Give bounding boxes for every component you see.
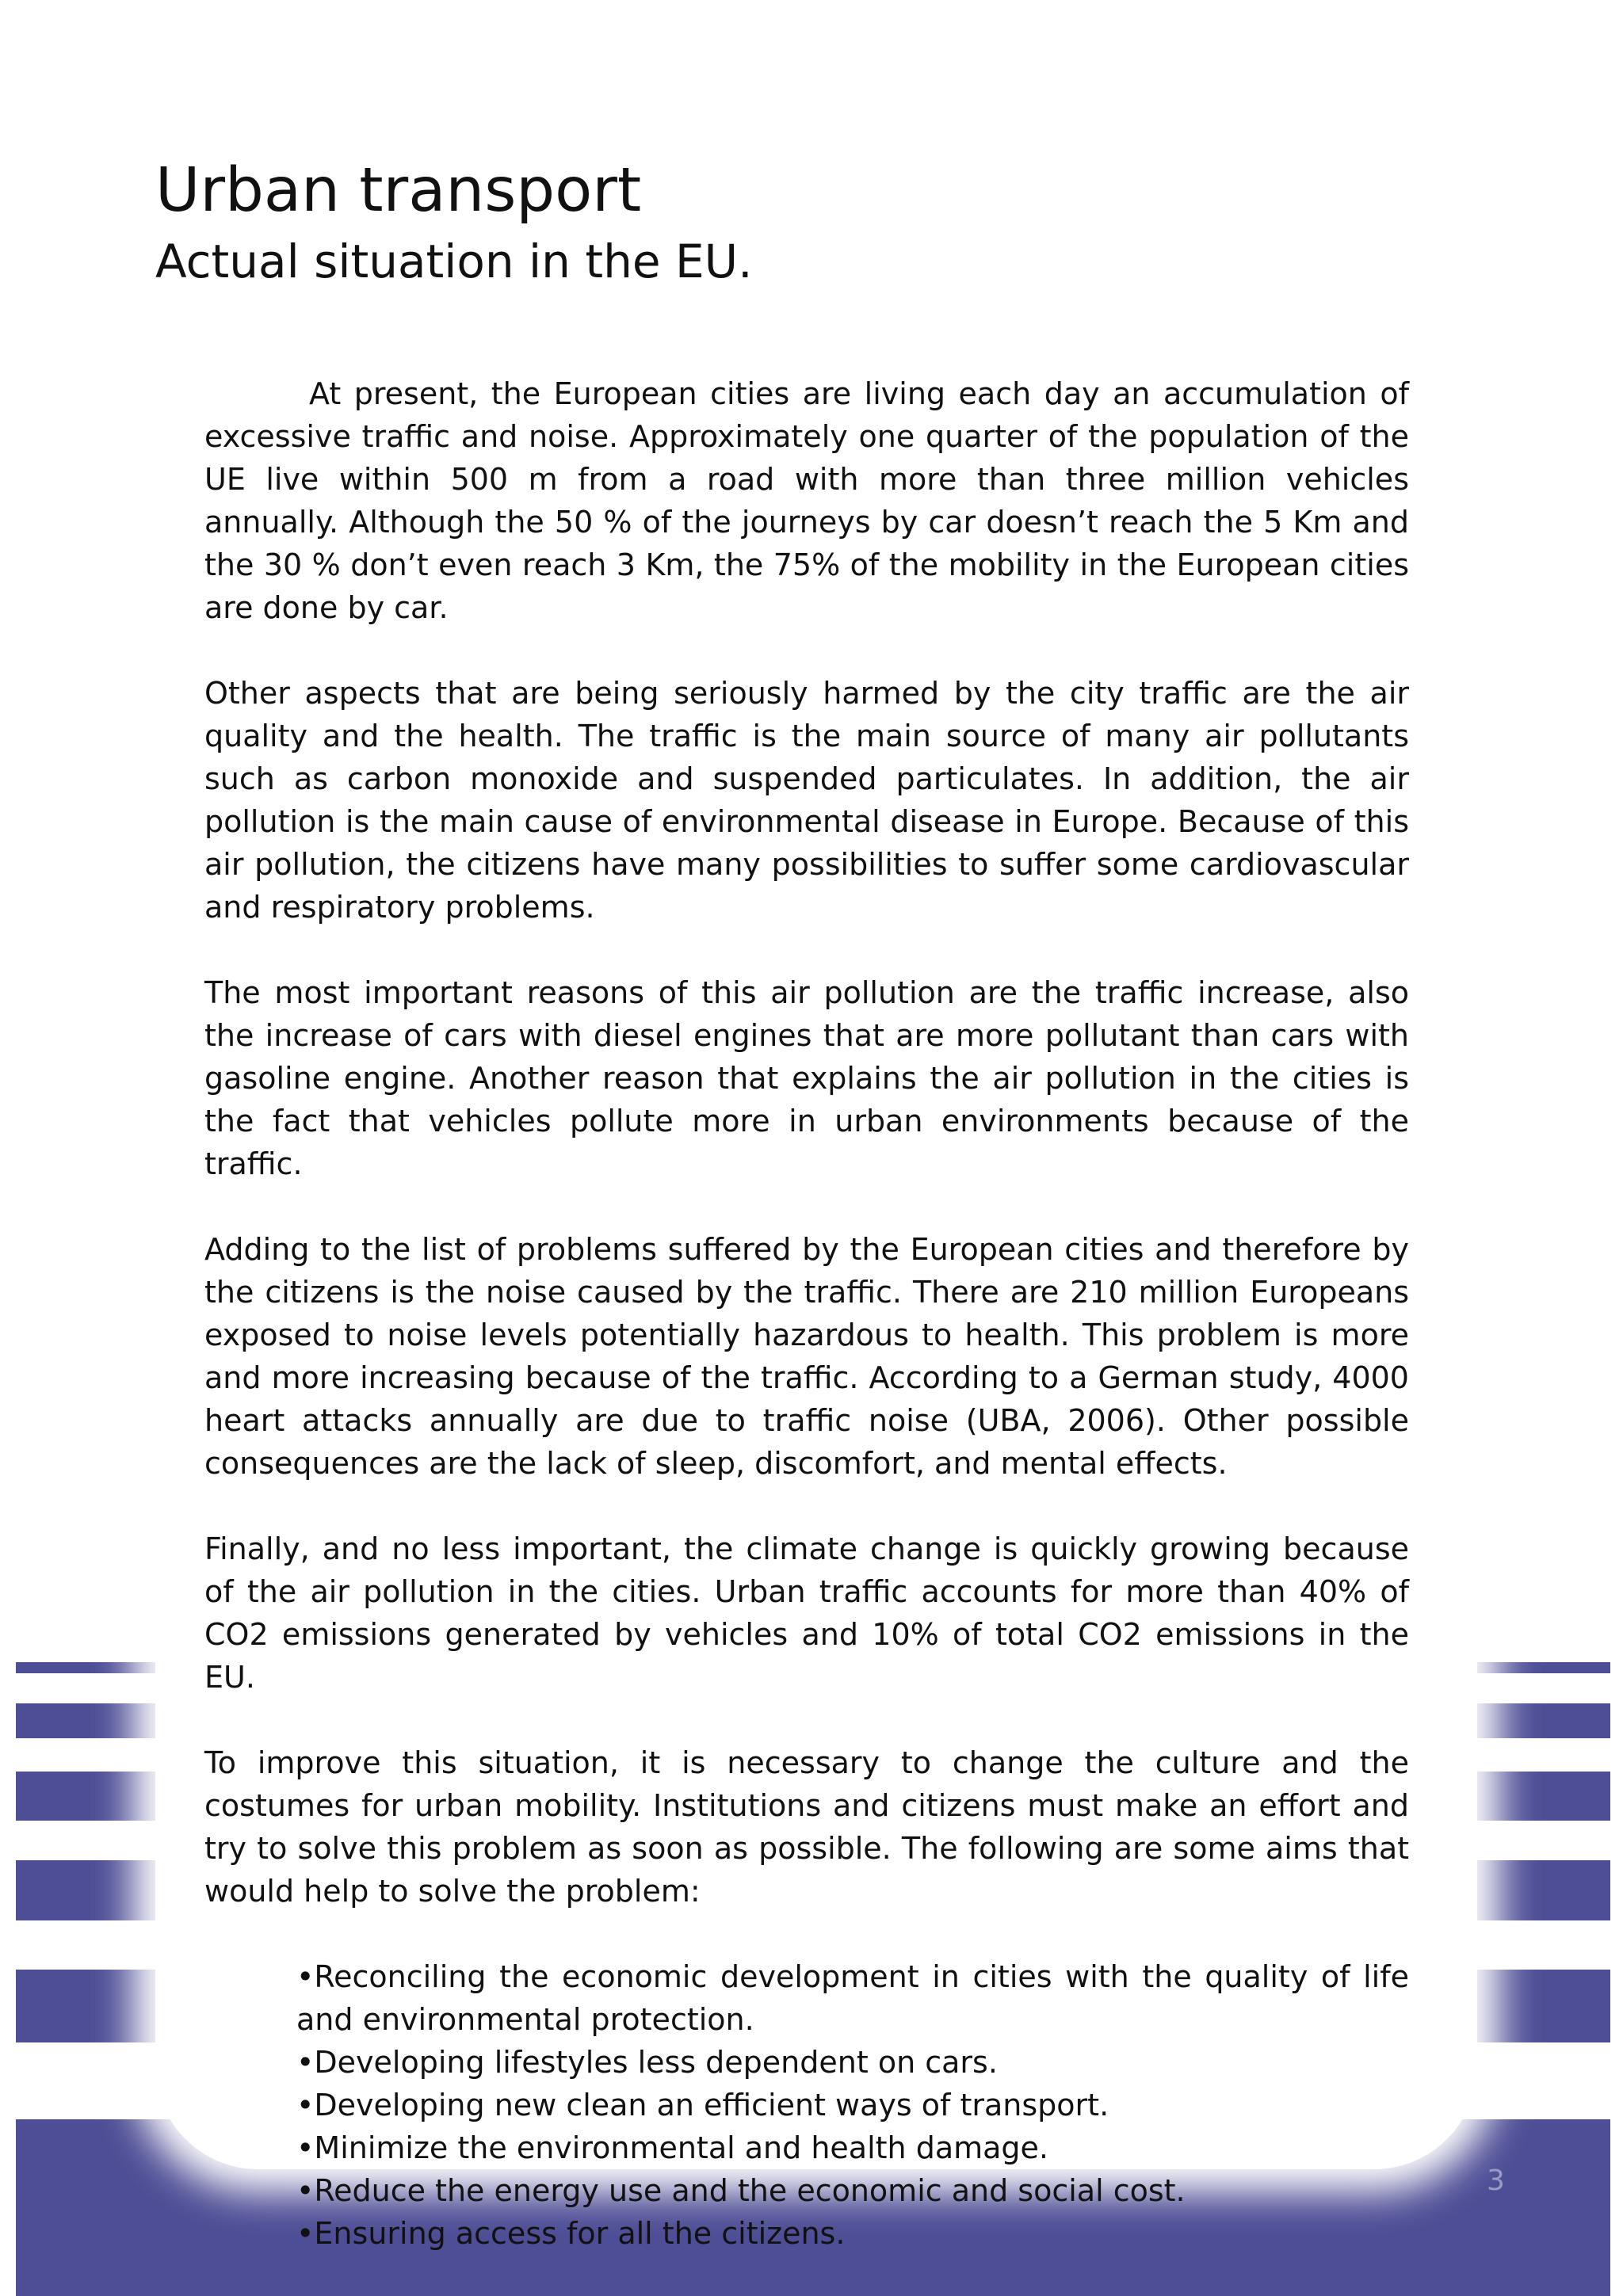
page-title: Urban transport xyxy=(155,155,642,226)
body-text xyxy=(204,372,1409,2255)
aims-list xyxy=(204,1955,1409,2255)
paragraph: To improve this situation, it is necessary to change the culture and the costumes for urban mobility. Institutions and citizens must make an effort and try to solve this problem as soon as possible. The following are some aims that would help to solve the problem: xyxy=(204,1745,1409,1909)
paragraph: Other aspects that are being seriously harmed by the city traffic are the air quality and the health. The traffic is the main source of many air pollutants such as carbon monoxide and suspended particulates. In addition, the air pollution is the main cause of environmental disease in Europe. Because of this air pollution, the citizens have many possibilities to suffer some cardiovascular and respiratory problems. xyxy=(204,676,1409,925)
paragraph: At present, the European cities are living each day an accumulation of excessive traffic and noise. Approximately one quarter of the population of the UE live within 500 m from a road with more than three million vehicles annually. Although the 50 % of the journeys by car doesn’t reach the 5 Km and the 30 % don’t even reach 3 Km, the 75% of the mobility in the European cities are done by car. xyxy=(204,376,1409,625)
paragraph: The most important reasons of this air pollution are the traffic increase, also the increase of cars with diesel engines that are more pollutant than cars with gasoline engine. Another reason that explains the air pollution in the cities is the fact that vehicles pollute more in urban environments because of the traffic. xyxy=(204,975,1409,1181)
page-subtitle: Actual situation in the EU. xyxy=(155,235,753,288)
page-number: 3 xyxy=(1487,2164,1505,2197)
list-item: • Developing lifestyles less dependent on cars. xyxy=(296,2041,1409,2084)
list-item: • Ensuring access for all the citizens. xyxy=(296,2212,1409,2255)
list-item: • Developing new clean an efficient ways of transport. xyxy=(296,2084,1409,2126)
paragraph: Adding to the list of problems suffered by the European cities and therefore by the citizens is the noise caused by the traffic. There are 210 million Europeans exposed to noise levels potentially hazardous to health. This problem is more and more increasing because of the traffic. According to a German study, 4000 heart attacks annually are due to traffic noise (UBA, 2006). Other possible consequences are the lack of sleep, discomfort, and mental effects. xyxy=(204,1232,1409,1481)
list-item: • Reduce the energy use and the economic and social cost. xyxy=(296,2169,1409,2212)
list-item: • Minimize the environmental and health damage. xyxy=(296,2126,1409,2169)
list-item: • Reconciling the economic development in cities with the quality of life and environmental protection. xyxy=(296,1955,1409,2041)
paragraph: Finally, and no less important, the climate change is quickly growing because of the air pollution in the cities. Urban traffic accounts for more than 40% of CO2 emissions generated by vehicles and 10% of total CO2 emissions in the EU. xyxy=(204,1531,1409,1695)
